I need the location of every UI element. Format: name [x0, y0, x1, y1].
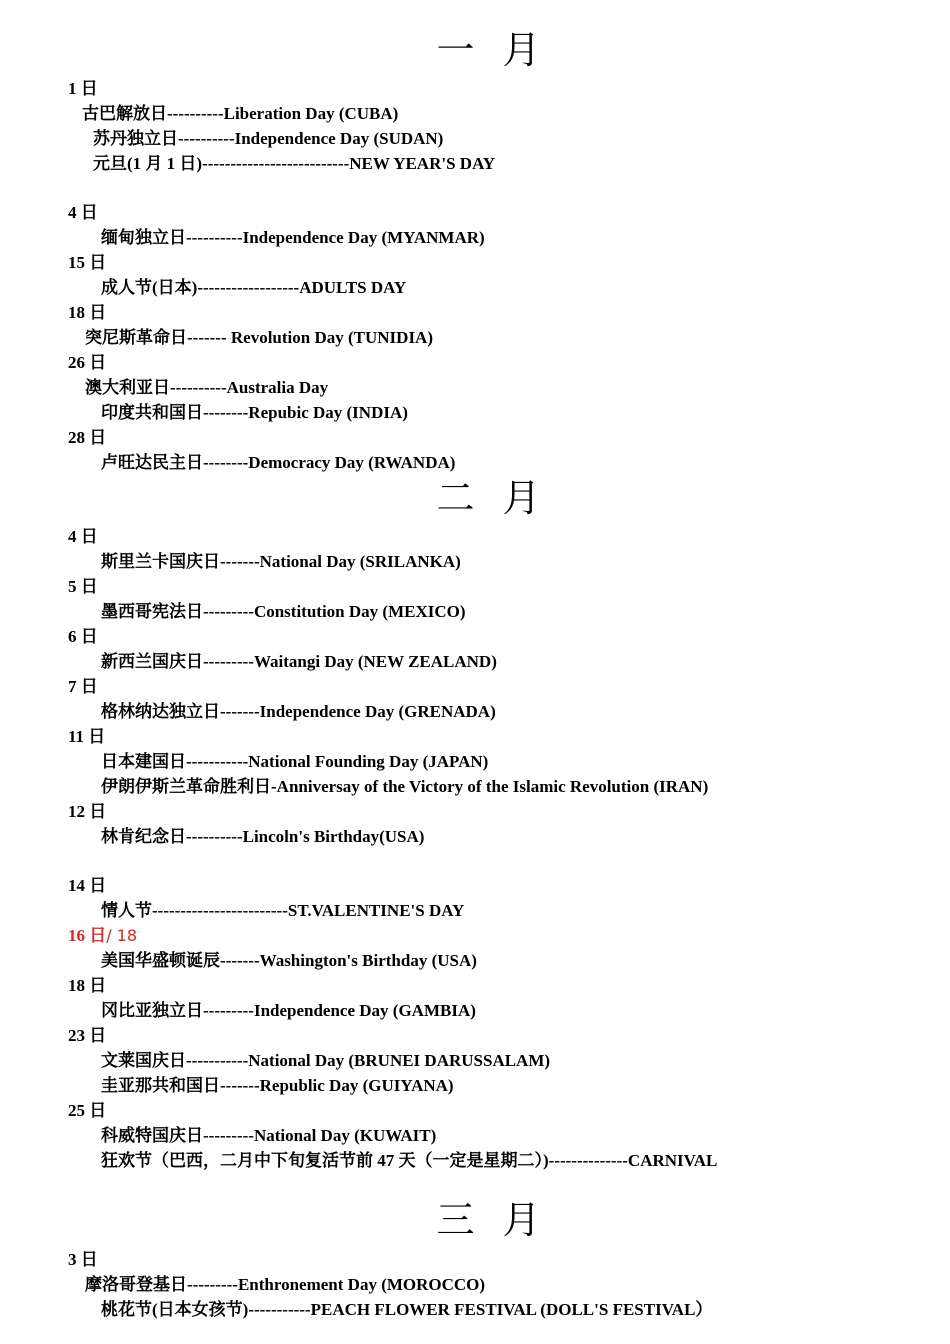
holiday-entry: 冈比亚独立日---------Independence Day (GAMBIA) — [101, 1001, 476, 1020]
holiday-entry: 林肯纪念日----------Lincoln's Birthday(USA) — [101, 827, 425, 846]
month-heading: 一 月 — [436, 28, 549, 72]
holiday-entry: 斯里兰卡国庆日-------National Day (SRILANKA) — [101, 552, 461, 571]
day-label: 25 日 — [68, 1101, 107, 1120]
month-heading: 二 月 — [436, 476, 549, 520]
day-label: 7 日 — [68, 677, 98, 696]
day-label: 5 日 — [68, 577, 98, 596]
day-label — [68, 923, 137, 948]
holiday-entry: 元旦(1 月 1 日)--------------------------NEW YEAR'S DAY — [93, 154, 496, 173]
holiday-entry: 情人节------------------------ST.VALENTINE'S DAY — [101, 901, 465, 920]
month-heading: 三 月 — [436, 1198, 549, 1242]
day-label: 28 日 — [68, 428, 107, 447]
holiday-entry: 日本建国日-----------National Founding Day (JAPAN) — [101, 752, 489, 771]
holiday-entry: 圭亚那共和国日-------Republic Day (GUIYANA) — [101, 1076, 454, 1095]
holiday-entry: 缅甸独立日----------Independence Day (MYANMAR) — [101, 228, 485, 247]
holiday-entry: 澳大利亚日----------Australia Day — [85, 378, 329, 397]
holiday-entry: 苏丹独立日----------Independence Day (SUDAN) — [93, 129, 444, 148]
holiday-entry: 桃花节(日本女孩节)-----------PEACH FLOWER FESTIVAL (DOLL'S FESTIVAL） — [101, 1300, 713, 1319]
day-label: 4 日 — [68, 527, 98, 546]
day-label-text: 16 日 — [68, 926, 107, 945]
holiday-entry: 狂欢节（巴西，二月中下旬复活节前 47 天（一定是星期二）)--------------CARNIVAL — [101, 1151, 718, 1170]
day-label: 4 日 — [68, 203, 98, 222]
holiday-entry: 文莱国庆日-----------National Day (BRUNEI DARUSSALAM) — [101, 1051, 551, 1070]
day-label: 11 日 — [68, 727, 106, 746]
holiday-entry: 摩洛哥登基日---------Enthronement Day (MOROCCO) — [85, 1275, 486, 1294]
day-label: 12 日 — [68, 802, 107, 821]
day-label: 18 日 — [68, 303, 107, 322]
day-label: 15 日 — [68, 253, 107, 272]
holiday-entry: 古巴解放日----------Liberation Day (CUBA) — [82, 104, 399, 123]
day-label: 3 日 — [68, 1250, 98, 1269]
holiday-entry: 突尼斯革命日------- Revolution Day (TUNIDIA) — [85, 328, 433, 347]
holiday-entry: 科威特国庆日---------National Day (KUWAIT) — [101, 1126, 437, 1145]
day-label: 6 日 — [68, 627, 98, 646]
holiday-entry: 墨西哥宪法日---------Constitution Day (MEXICO) — [101, 602, 466, 621]
day-label-alt: / 18 — [106, 926, 138, 945]
day-label: 26 日 — [68, 353, 107, 372]
day-label: 1 日 — [68, 79, 98, 98]
day-label: 18 日 — [68, 976, 107, 995]
day-label: 23 日 — [68, 1026, 107, 1045]
holiday-entry: 格林纳达独立日-------Independence Day (GRENADA) — [101, 702, 496, 721]
holiday-entry: 成人节(日本)------------------ADULTS DAY — [101, 278, 407, 297]
holiday-entry: 美国华盛顿诞辰-------Washington's Birthday (USA) — [101, 951, 477, 970]
holiday-entry: 新西兰国庆日---------Waitangi Day (NEW ZEALAND) — [101, 652, 497, 671]
holiday-entry: 伊朗伊斯兰革命胜利日-Anniversay of the Victory of the Islamic Revolution (IRAN) — [101, 777, 709, 796]
holiday-entry: 印度共和国日--------Repubic Day (INDIA) — [101, 403, 408, 422]
day-label: 14 日 — [68, 876, 107, 895]
holiday-entry: 卢旺达民主日--------Democracy Day (RWANDA) — [101, 453, 456, 472]
